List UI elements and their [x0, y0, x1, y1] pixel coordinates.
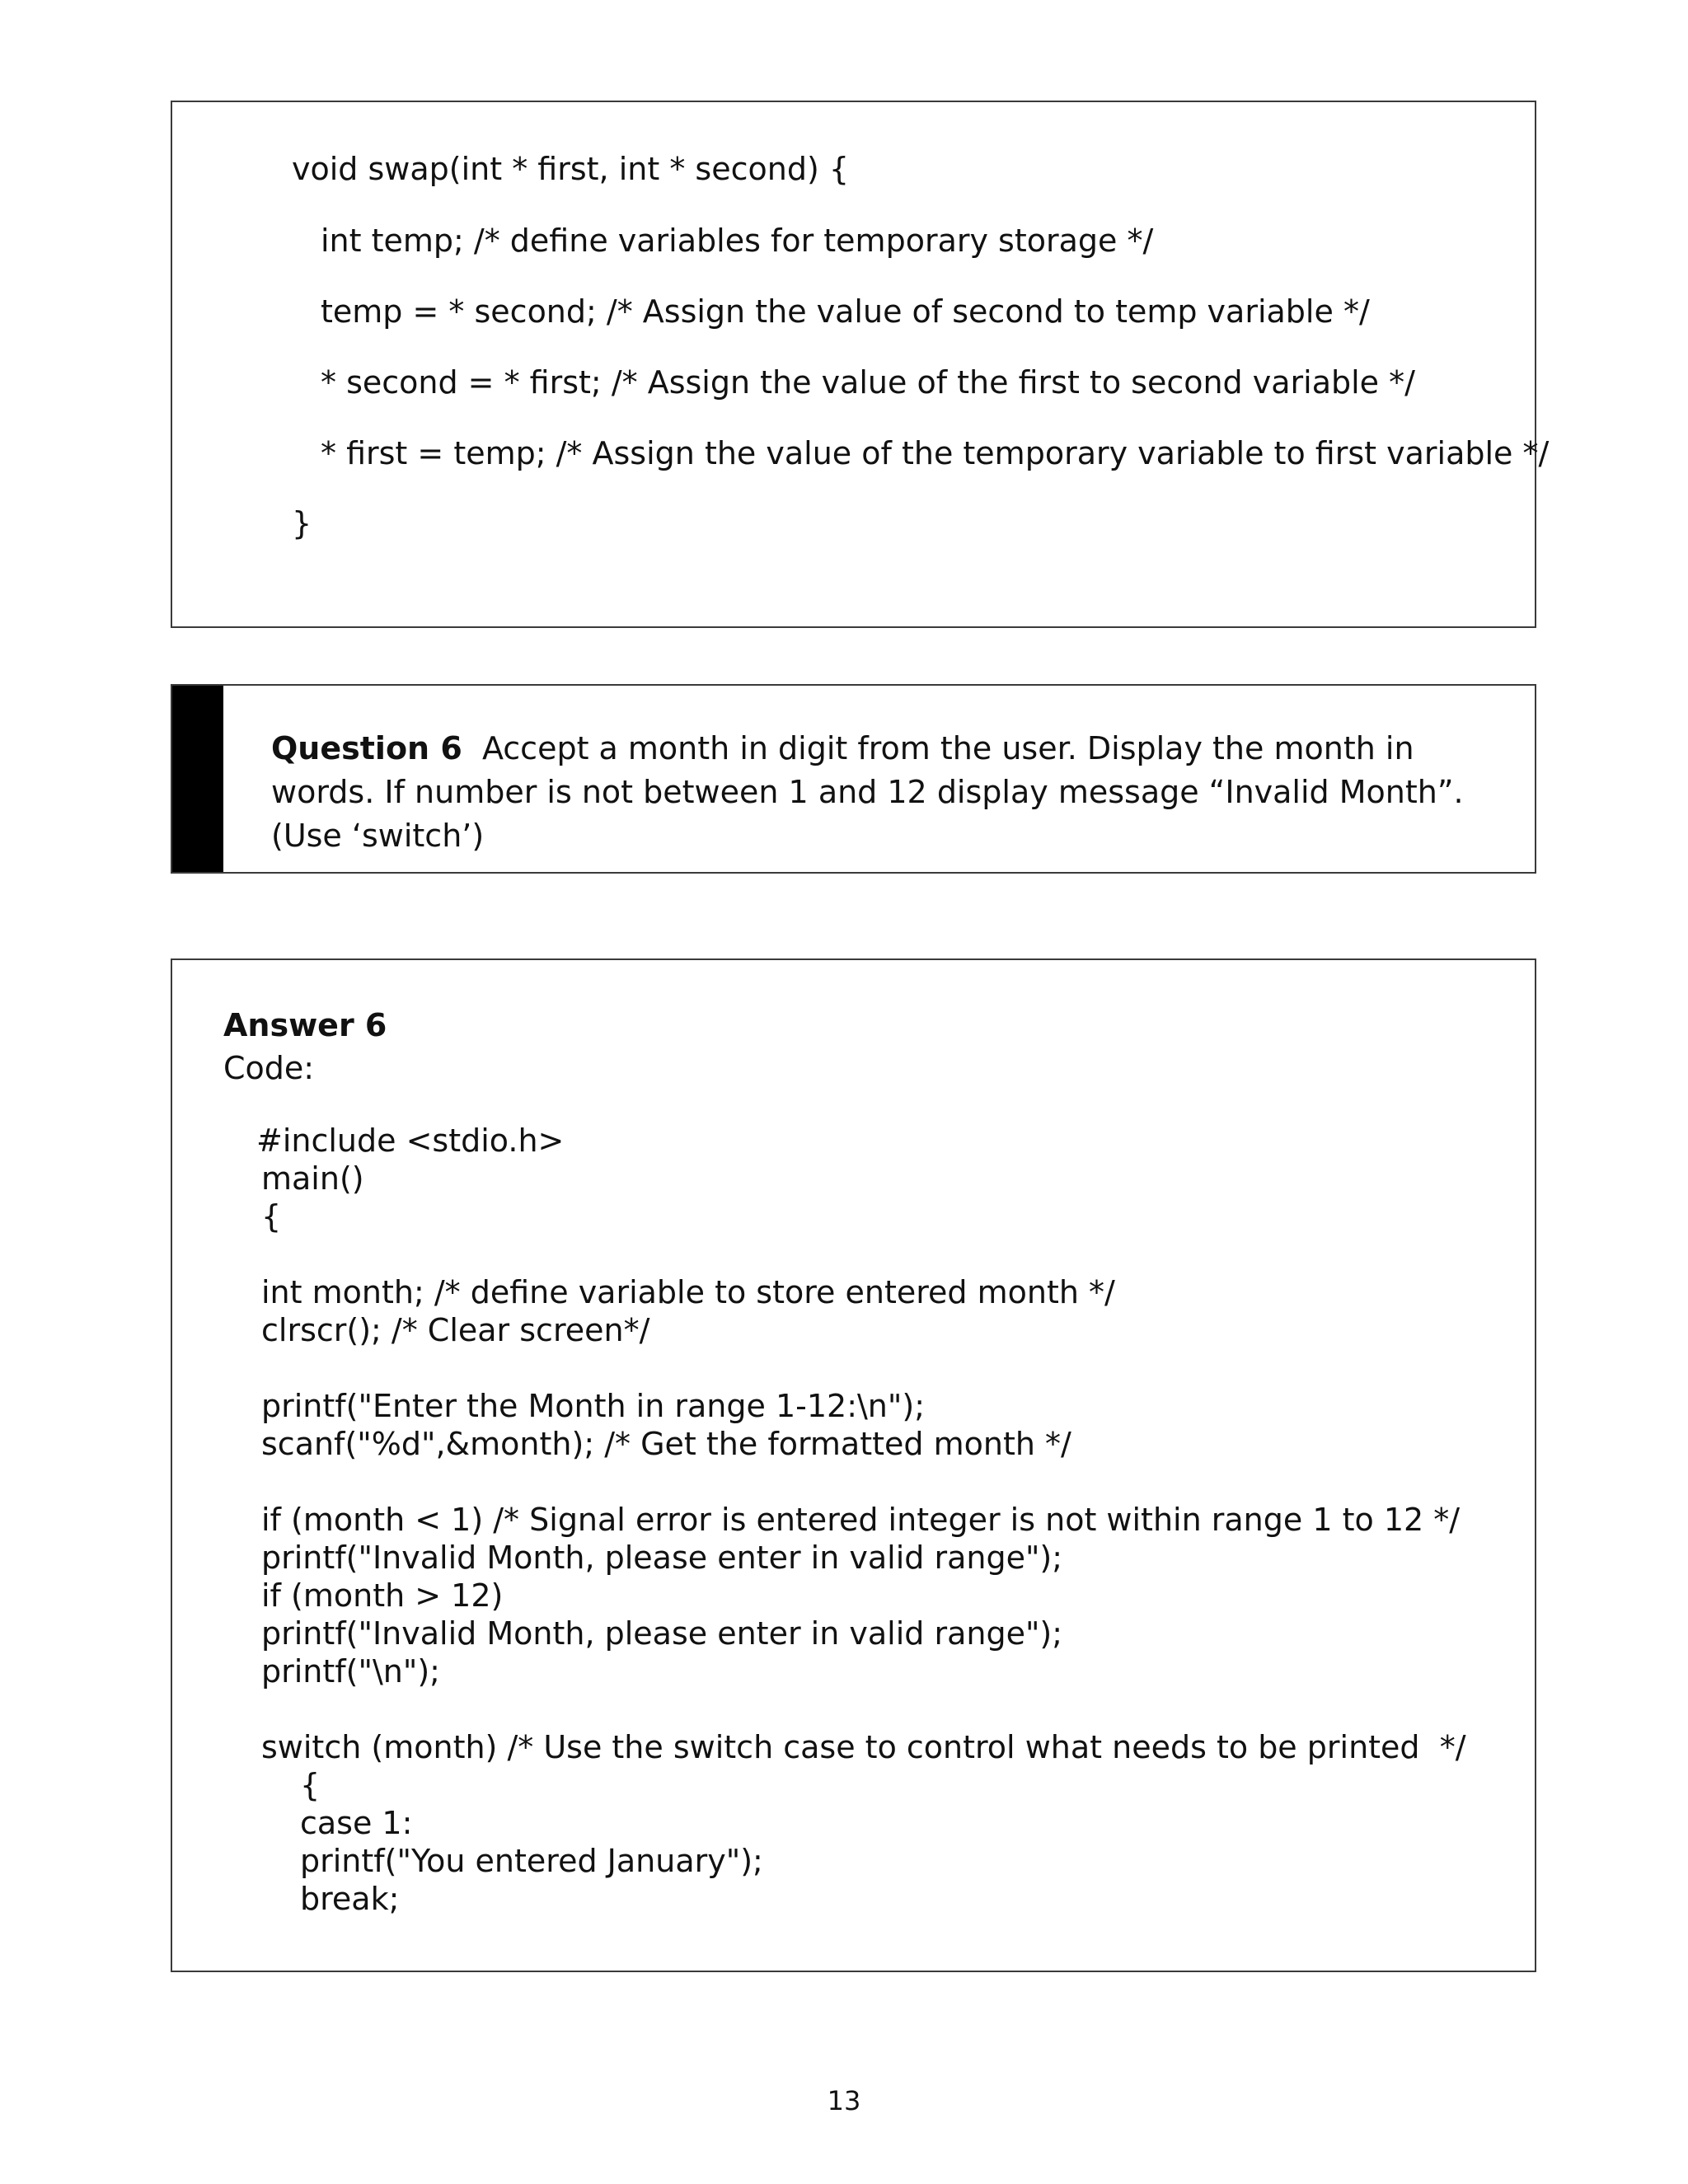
question-text: Accept a month in digit from the user. Display the month in words. If number is not between 1 and 12 display message “Invalid Month”. (Use ‘switch’) [271, 730, 1464, 854]
code-line: if (month < 1) /* Signal error is entered integer is not within range 1 to 12 */ [261, 1502, 1461, 1538]
code-line: * first = temp; /* Assign the value of the temporary variable to first variable */ [321, 435, 1550, 471]
code-line: if (month > 12) [261, 1577, 504, 1614]
code-line: printf("Invalid Month, please enter in valid range"); [261, 1540, 1063, 1576]
code-line: clrscr(); /* Clear screen*/ [261, 1312, 650, 1348]
code-line: int month; /* define variable to store entered month */ [261, 1274, 1115, 1310]
code-line: printf("Enter the Month in range 1-12:\n"); [261, 1388, 925, 1424]
code-line: temp = * second; /* Assign the value of second to temp variable */ [321, 293, 1370, 330]
code-line: break; [300, 1881, 400, 1917]
code-line: int temp; /* define variables for temporary storage */ [321, 223, 1154, 259]
question-label: Question 6 [271, 730, 462, 766]
code-line: switch (month) /* Use the switch case to control what needs to be printed */ [261, 1729, 1466, 1765]
code-line: * second = * first; /* Assign the value of the first to second variable */ [321, 364, 1415, 401]
code-line: void swap(int * first, int * second) { [292, 151, 850, 187]
code-line: } [292, 505, 312, 541]
code-line: printf("\n"); [261, 1653, 440, 1690]
answer-box [171, 958, 1536, 1972]
question-text-block [271, 727, 1507, 858]
code-line: #include <stdio.h> [256, 1122, 565, 1159]
page-number: 13 [827, 2085, 861, 2116]
code-line: case 1: [300, 1805, 413, 1841]
swap-code-box [171, 101, 1550, 628]
code-line: { [300, 1767, 321, 1803]
code-label: Code: [223, 1050, 315, 1086]
code-line: printf("Invalid Month, please enter in valid range"); [261, 1615, 1063, 1652]
code-line: main() [261, 1160, 364, 1197]
code-line: scanf("%d",&month); /* Get the formatted month */ [261, 1426, 1071, 1462]
code-line: printf("You entered January"); [300, 1843, 763, 1879]
question-accent-bar [172, 686, 223, 872]
code-line: { [261, 1198, 282, 1235]
question-box [171, 684, 1536, 874]
answer-label: Answer 6 [223, 1007, 387, 1043]
